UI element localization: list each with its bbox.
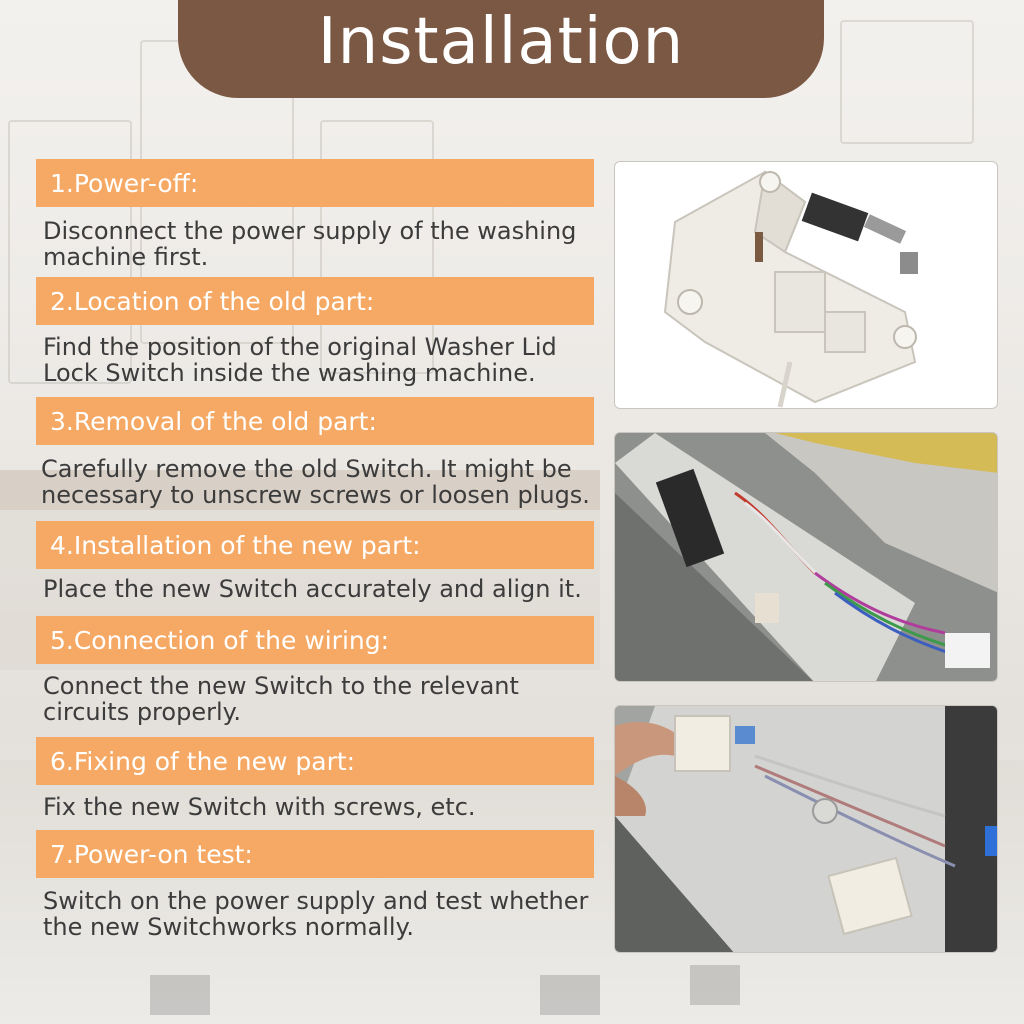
step-heading-bar [36,737,594,785]
switch-part-photo [614,161,998,409]
step-description: Disconnect the power supply of the washing machine first. [43,217,577,271]
page-title: Installation [317,5,685,79]
step-heading-bar [36,616,594,664]
step-heading: 3.Removal of the old part: [50,406,377,436]
step-heading: 1.Power-off: [50,168,199,198]
step-description: Find the position of the original Washer Lid Lock Switch inside the washing machine. [43,333,557,387]
step-description: Carefully remove the old Switch. It might be necessary to unscrew screws or loosen plugs. [41,455,590,509]
step-heading-bar [36,521,594,569]
step-heading: 5.Connection of the wiring: [50,625,390,655]
step-description: Place the new Switch accurately and align it. [43,575,582,603]
step-description: Switch on the power supply and test whether the new Switchworks normally. [43,887,589,941]
step-heading-bar [36,277,594,325]
installation-photo [614,705,998,953]
step-heading: 2.Location of the old part: [50,286,375,316]
step-description: Fix the new Switch with screws, etc. [43,793,476,821]
step-heading-bar [36,397,594,445]
step-heading-bar [36,830,594,878]
step-heading: 6.Fixing of the new part: [50,746,356,776]
removal-photo [614,432,998,682]
step-heading: 7.Power-on test: [50,839,253,869]
title-banner [178,0,824,98]
step-heading: 4.Installation of the new part: [50,530,421,560]
step-heading-bar [36,159,594,207]
step-description: Connect the new Switch to the relevant circuits properly. [43,672,519,726]
